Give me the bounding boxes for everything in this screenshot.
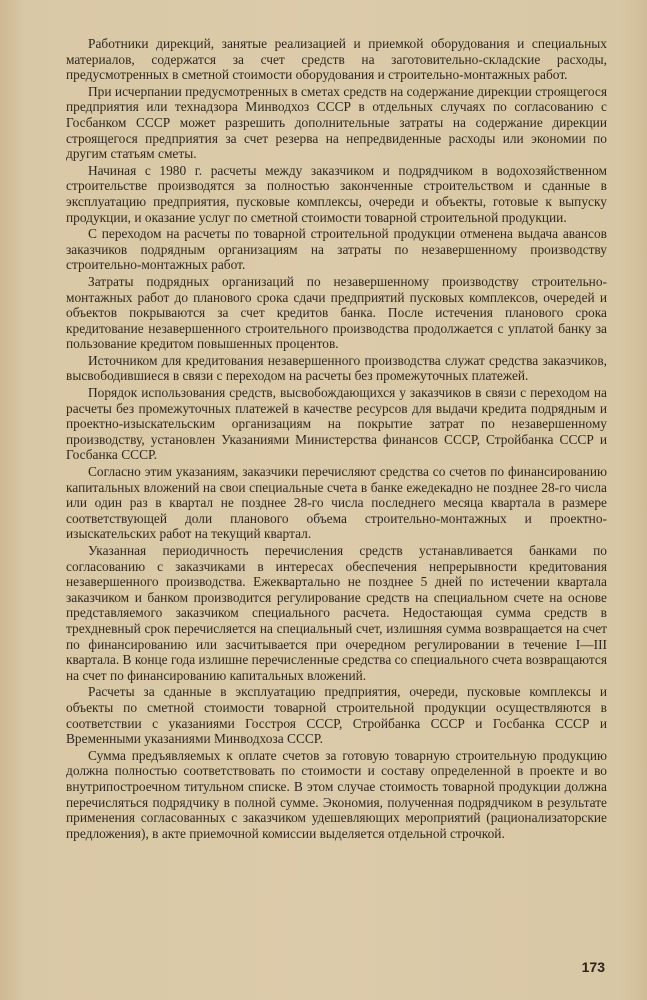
- paragraph-4: С переходом на расчеты по товарной строительной продукции отменена выдача авансов заказчиков подрядным организациям на затраты по незавершенному производству строительно-монтажных работ.: [66, 226, 607, 273]
- paragraph-9: Указанная периодичность перечисления средств устанавливается банками по согласованию с заказчиками в интересах обеспечения непрерывности кредитования незавершенного производства. Ежеквартально не позднее 5 дней по истечении квартала заказчиком и банком производится регулирование средств на специальном счете на основе представляемого заказчиком специального расчета. Недостающая сумма средств в трехдневный срок перечисляется на специальный счет, излишняя сумма возвращается на счет по финансированию или засчитывается при очередном регулировании в течение I—III квартала. В конце года излишне перечисленные средства со специального счета возвращаются на счет по финансированию капитальных вложений.: [66, 543, 607, 683]
- paragraph-2: При исчерпании предусмотренных в сметах средств на содержание дирекции строящегося предприятия или технадзора Минводхоз СССР в отдельных случаях по согласованию с Госбанком СССР может разрешить дополнительные затраты на содержание дирекции строящегося предприятия за счет резерва на непредвиденные расходы или экономии по другим статьям сметы.: [66, 83, 607, 162]
- paragraph-11: Сумма предъявляемых к оплате счетов за готовую товарную строительную продукцию должна полностью соответствовать по стоимости и составу определенной в проекте и во внутрипостроечном титульном списке. В этом случае стоимость товарной продукции должна перечисляться подрядчику в полной сумме. Экономия, полученная подрядчиком в результате применения согласованных с заказчиком удешевляющих мероприятий (рационализаторские предложения), в акте приемочной комиссии выделяется отдельной строчкой.: [66, 747, 607, 841]
- paragraph-10: Расчеты за сданные в эксплуатацию предприятия, очереди, пусковые комплексы и объекты по сметной стоимости товарной строительной продукции осуществляются в соответствии с указаниями Госстроя СССР, Стройбанка СССР и Госбанка СССР и Временными указаниями Минводхоза СССР.: [66, 684, 607, 747]
- paragraph-3: Начиная с 1980 г. расчеты между заказчиком и подрядчиком в водохозяйственном строительстве производятся за полностью законченные строительством и сданные в эксплуатацию предприятия, пусковые комплексы, очереди и объекты, готовые к выпуску продукции, и оказание услуг по сметной стоимости товарной строительной продукции.: [66, 162, 607, 225]
- page-number: 173: [581, 959, 605, 975]
- paragraph-7: Порядок использования средств, высвобождающихся у заказчиков в связи с переходом на расчеты без промежуточных платежей в качестве ресурсов для выдачи кредита подрядным и проектно-изыскательским организациям на покрытие затрат по незавершенному производству, установлен Указаниями Министерства финансов СССР, Стройбанка СССР и Госбанка СССР.: [66, 385, 607, 463]
- paragraph-5: Затраты подрядных организаций по незавершенному производству строительно-монтажных работ до планового срока сдачи предприятий пусковых комплексов, очередей и объектов покрываются за счет кредитов банка. После истечения планового срока кредитование незавершенного строительного производства продолжается с уплатой банку за пользование кредитом повышенных процентов.: [66, 273, 607, 352]
- paragraph-6: Источником для кредитования незавершенного производства служат средства заказчиков, высвободившиеся в связи с переходом на расчеты без промежуточных платежей.: [66, 352, 607, 384]
- paragraph-1: Работники дирекций, занятые реализацией и приемкой оборудования и специальных материалов, содержатся за счет средств на заготовительно-складские расходы, предусмотренных в сметной стоимости оборудования и строительно-монтажных работ.: [66, 36, 607, 83]
- paragraph-8: Согласно этим указаниям, заказчики перечисляют средства со счетов по финансированию капитальных вложений на свои специальные счета в банке ежедекадно не позднее 28-го числа или один раз в квартал не позднее 28-го числа последнего месяца квартала в размере соответствующей доли планового объема строительно-монтажных и проектно-изыскательских работ на текущий квартал.: [66, 464, 607, 542]
